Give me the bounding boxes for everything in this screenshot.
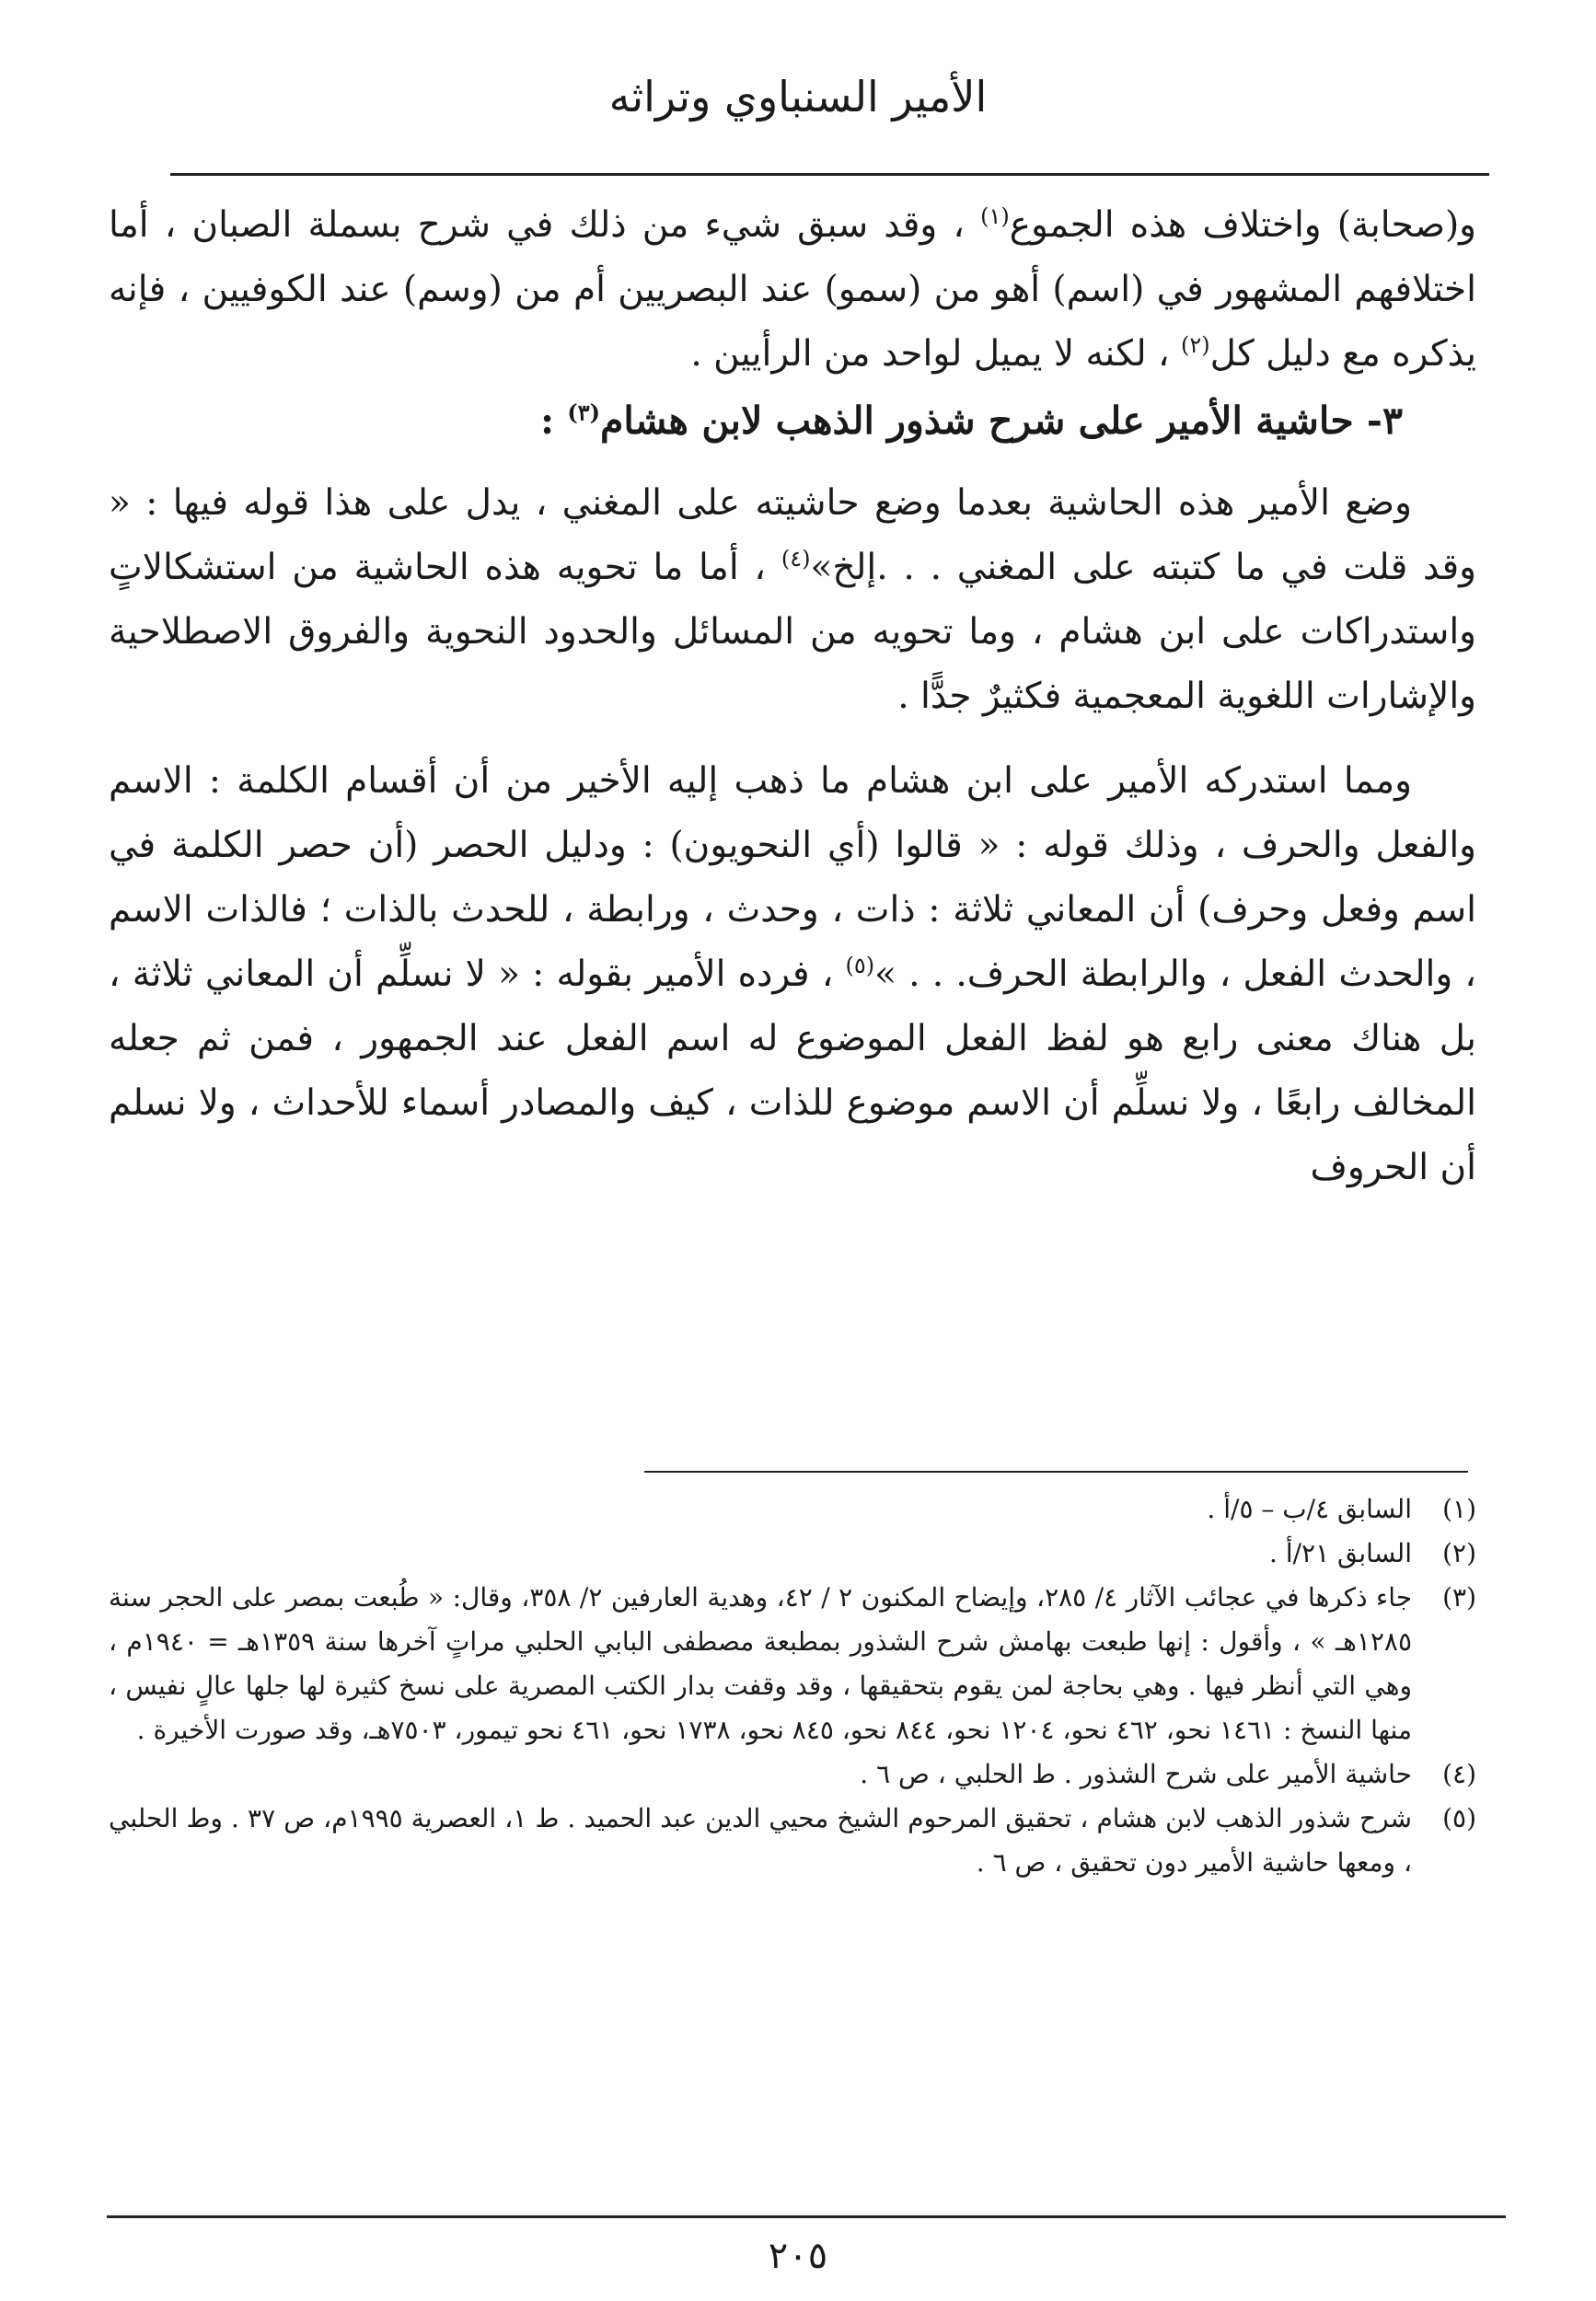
footnote-number: (٥)	[1442, 1803, 1476, 1833]
footnote-number: (٤)	[1442, 1759, 1476, 1789]
paragraph-3	[109, 749, 1476, 1200]
footnote-separator	[644, 1471, 1468, 1473]
main-text	[109, 193, 1476, 1200]
footnote-ref-5: (٥)	[845, 953, 875, 978]
footnote-ref-2: (٢)	[1181, 332, 1210, 358]
paragraph-3-text-a: ومما استدركه الأمير على ابن هشام ما ذهب إليه الأخير من أن أقسام الكلمة : الاسم والفعل والحرف ، وذلك قوله : « قالوا (أي النحويون) : ودليل الحصر (أن حصر الكلمة في اسم وفعل وحرف) أن المعاني ثلاثة : ذات ، وحدث ، ورابطة ، للحدث بالذات ؛ فالذات الاسم ، والحدث الفعل ، والرابطة الحرف. . . »	[109, 760, 1476, 995]
footnote-text: السابق ٤/ب – ٥/أ .	[1207, 1494, 1412, 1524]
footnote-ref-3: (٣)	[567, 399, 600, 426]
paragraph-2-text-a: وضع الأمير هذه الحاشية بعدما وضع حاشيته على المغني ، يدل على هذا قوله فيها : « وقد قلت في ما كتبته على المغني . . .إلخ»	[109, 482, 1477, 588]
footnote-text: حاشية الأمير على شرح الشذور . ط الحلبي ، ص ٦ .	[860, 1759, 1412, 1789]
paragraph-2	[109, 471, 1476, 729]
paragraph-1	[109, 193, 1476, 387]
footnote-2	[109, 1532, 1476, 1576]
paragraph-3-text-b: ، فرده الأمير بقوله : « لا نسلِّم أن المعاني ثلاثة ، بل هناك معنى رابع هو لفظ الفعل الموضوع له اسم الفعل عند الجمهور ، فمن ثم جعله المخالف رابعًا ، ولا نسلِّم أن الاسم موضوع للذات ، كيف والمصادر أسماء للأحداث ، ولا نسلم أن الحروف	[109, 954, 1476, 1188]
footnote-text: السابق ٢١/أ .	[1269, 1538, 1412, 1568]
footnote-ref-4: (٤)	[781, 546, 811, 572]
section-heading-colon: :	[539, 399, 555, 443]
footnotes	[109, 1487, 1476, 1885]
paragraph-1-text-a: و(صحابة) واختلاف هذه الجموع	[1009, 204, 1476, 246]
paragraph-1-text-c: ، لكنه لا يميل لواحد من الرأيين .	[690, 333, 1170, 375]
footnote-3	[109, 1576, 1476, 1752]
page-number: ٢٠٥	[768, 2235, 828, 2277]
footnote-number: (١)	[1442, 1494, 1476, 1524]
paragraph-2-text-b: ، أما ما تحويه هذه الحاشية من استشكالاتٍ واستدراكات على ابن هشام ، وما تحويه من المسائل والحدود النحوية والفروق الاصطلاحية والإشارات اللغوية المعجمية فكثيرٌ جدًّا .	[109, 547, 1476, 717]
footnote-number: (٢)	[1442, 1538, 1476, 1568]
footnote-text: جاء ذكرها في عجائب الآثار ٤/ ٢٨٥، وإيضاح المكنون ٢ / ٤٢، وهدية العارفين ٢/ ٣٥٨، وقال: « طُبعت بمصر على الحجر سنة ١٢٨٥هـ » ، وأقول : إنها طبعت بهامش شرح الشذور بمطبعة مصطفى البابي الحلبي مراتٍ آخرها سنة ١٣٥٩هـ = ١٩٤٠م ، وهي التي أنظر فيها . وهي بحاجة لمن يقوم بتحقيقها ، وقد وقفت بدار الكتب المصرية على نسخ كثيرة لها جلها عالٍ نفيس ، منها النسخ : ١٤٦١ نحو، ٤٦٢ نحو، ١٢٠٤ نحو، ٨٤٤ نحو، ٨٤٥ نحو، ١٧٣٨ نحو، ٤٦١ نحو تيمور، ٧٥٠٣هـ، وقد صورت الأخيرة .	[109, 1582, 1413, 1745]
footnote-1	[109, 1487, 1476, 1532]
section-heading-text: ٣- حاشية الأمير على شرح شذور الذهب لابن هشام	[599, 399, 1403, 443]
footnote-4	[109, 1752, 1476, 1797]
footnote-5	[109, 1797, 1476, 1885]
paragraph-1-text-b: ، وقد سبق شيء من ذلك في شرح بسملة الصبان ، أما اختلافهم المشهور في (اسم) أهو من (سمو) عند البصريين أم من (وسم) عند الكوفيين ، فإنه يذكره مع دليل كل	[109, 204, 1476, 375]
section-heading	[109, 388, 1476, 453]
header-rule	[170, 173, 1489, 176]
footer-rule	[107, 2215, 1506, 2218]
running-title: الأمير السنباوي وتراثه	[608, 72, 988, 121]
footnote-ref-1: (١)	[980, 203, 1010, 229]
footnote-text: شرح شذور الذهب لابن هشام ، تحقيق المرحوم الشيخ محيي الدين عبد الحميد . ط ١، العصرية ١٩٩٥م، ص ٣٧ . وط الحلبي ، ومعها حاشية الأمير دون تحقيق ، ص ٦ .	[109, 1803, 1412, 1878]
footnote-number: (٣)	[1442, 1582, 1476, 1613]
